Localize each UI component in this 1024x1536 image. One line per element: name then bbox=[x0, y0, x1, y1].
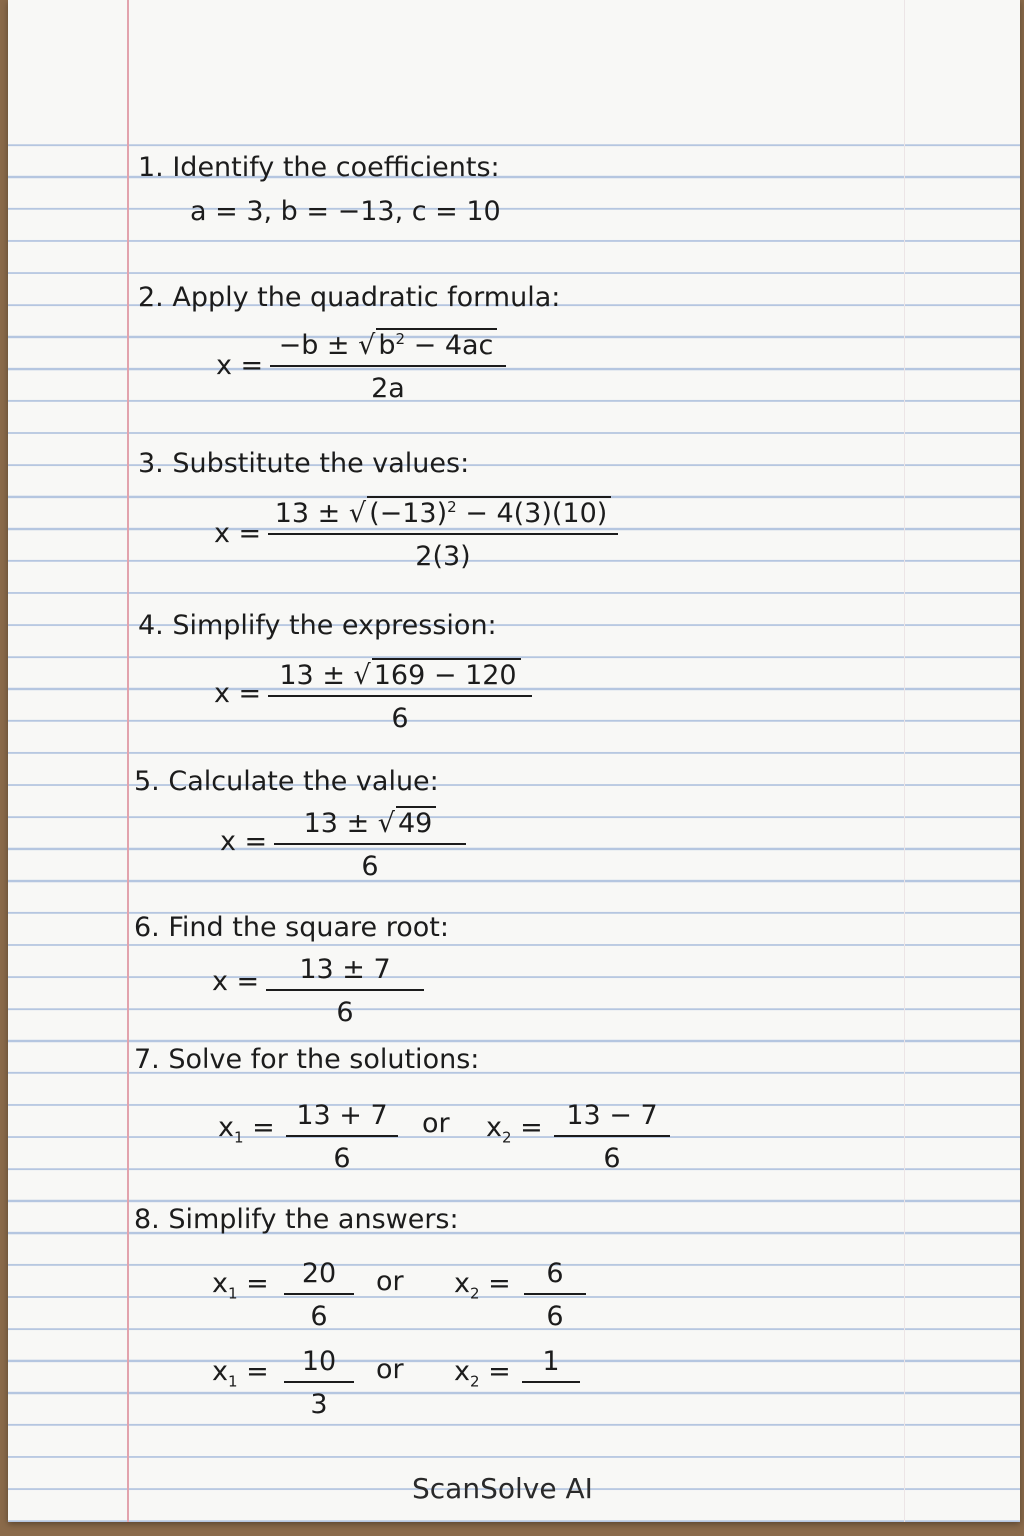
step-5-numerator: 13 ± √ 49 bbox=[274, 806, 466, 843]
step-8-row2-x2-value: 1 bbox=[542, 1346, 560, 1377]
step-8-row1-x1-lhs: $x_1$ = bbox=[212, 1268, 269, 1303]
step-7-x1-lhs: $x_1$ = bbox=[218, 1112, 275, 1147]
step-7-x1-denominator: 6 bbox=[333, 1143, 351, 1174]
step-3-lhs: x = bbox=[214, 518, 262, 549]
step-4-radicand: 169 − 120 bbox=[372, 658, 521, 691]
step-7-x2-fraction bbox=[554, 1100, 670, 1174]
step-3-radicand: $(-13)^2 - 4(3)(10)$ bbox=[367, 496, 611, 529]
step-8-row1-or: or bbox=[376, 1266, 404, 1297]
notebook-paper bbox=[8, 0, 1020, 1522]
step-1-coefficients: a = 3, b = −13, c = 10 bbox=[190, 196, 501, 227]
step-8-row1-x2-fraction bbox=[524, 1258, 586, 1332]
step-7-heading: 7. Solve for the solutions: bbox=[134, 1044, 480, 1075]
step-2-denominator: 2a bbox=[371, 373, 405, 405]
step-8-row1-x1-fraction bbox=[284, 1258, 354, 1332]
step-7-x1-numerator: 13 + 7 bbox=[296, 1100, 388, 1131]
step-6-numerator: 13 ± 7 bbox=[299, 954, 391, 985]
step-7-x2-denominator: 6 bbox=[603, 1143, 621, 1174]
step-8-row2-x2-answer bbox=[522, 1346, 580, 1383]
step-7-or: or bbox=[422, 1108, 450, 1139]
step-2-lhs: x = bbox=[216, 350, 264, 381]
step-8-row2-or: or bbox=[376, 1354, 404, 1385]
step-2-fraction bbox=[270, 328, 506, 404]
step-3-numerator: 13 ± √ $(-13)^2 - 4(3)(10)$ bbox=[268, 496, 618, 533]
step-3-heading: 3. Substitute the values: bbox=[138, 448, 470, 479]
step-2-radicand: $b^2 - 4ac$ bbox=[376, 328, 497, 361]
step-4-denominator: 6 bbox=[391, 703, 409, 735]
step-2-heading: 2. Apply the quadratic formula: bbox=[138, 282, 561, 313]
right-edge-line bbox=[904, 0, 905, 1522]
margin-line bbox=[127, 0, 129, 1522]
step-8-row1-x1-denominator: 6 bbox=[310, 1301, 328, 1332]
step-6-fraction bbox=[266, 954, 424, 1028]
answer-underline bbox=[522, 1381, 580, 1383]
step-4-fraction bbox=[268, 658, 532, 734]
step-7-x2-lhs: $x_2$ = bbox=[486, 1112, 543, 1147]
step-8-heading: 8. Simplify the answers: bbox=[134, 1204, 459, 1235]
step-5-heading: 5. Calculate the value: bbox=[134, 766, 439, 797]
step-8-row2-x2-lhs: $x_2$ = bbox=[454, 1356, 511, 1391]
step-8-row1-x1-numerator: 20 bbox=[301, 1258, 337, 1289]
step-8-row1-x2-denominator: 6 bbox=[546, 1301, 564, 1332]
step-8-row2-x1-fraction bbox=[284, 1346, 354, 1420]
step-2-numerator: −b ± √ $b^2 - 4ac$ bbox=[270, 328, 506, 365]
step-4-lhs: x = bbox=[214, 678, 262, 709]
step-4-heading: 4. Simplify the expression: bbox=[138, 610, 497, 641]
step-4-numerator: 13 ± √ 169 − 120 bbox=[268, 658, 532, 695]
step-5-fraction bbox=[274, 806, 466, 882]
step-6-denominator: 6 bbox=[336, 997, 354, 1028]
step-5-lhs: x = bbox=[220, 826, 268, 857]
step-7-x2-numerator: 13 − 7 bbox=[566, 1100, 658, 1131]
step-8-row2-x1-lhs: $x_1$ = bbox=[212, 1356, 269, 1391]
step-7-x1-fraction bbox=[286, 1100, 398, 1174]
footer-brand: ScanSolve AI bbox=[412, 1472, 593, 1505]
step-3-denominator: 2(3) bbox=[415, 541, 471, 573]
step-6-heading: 6. Find the square root: bbox=[134, 912, 449, 943]
step-8-row2-x1-denominator: 3 bbox=[310, 1389, 328, 1420]
step-8-row1-x2-lhs: $x_2$ = bbox=[454, 1268, 511, 1303]
step-5-radicand: 49 bbox=[396, 806, 436, 839]
step-8-row2-x1-numerator: 10 bbox=[301, 1346, 337, 1377]
step-8-row1-x2-numerator: 6 bbox=[546, 1258, 564, 1289]
step-3-fraction bbox=[268, 496, 618, 572]
step-6-lhs: x = bbox=[212, 966, 260, 997]
step-1-heading: 1. Identify the coefficients: bbox=[138, 152, 500, 183]
step-5-denominator: 6 bbox=[361, 851, 379, 883]
